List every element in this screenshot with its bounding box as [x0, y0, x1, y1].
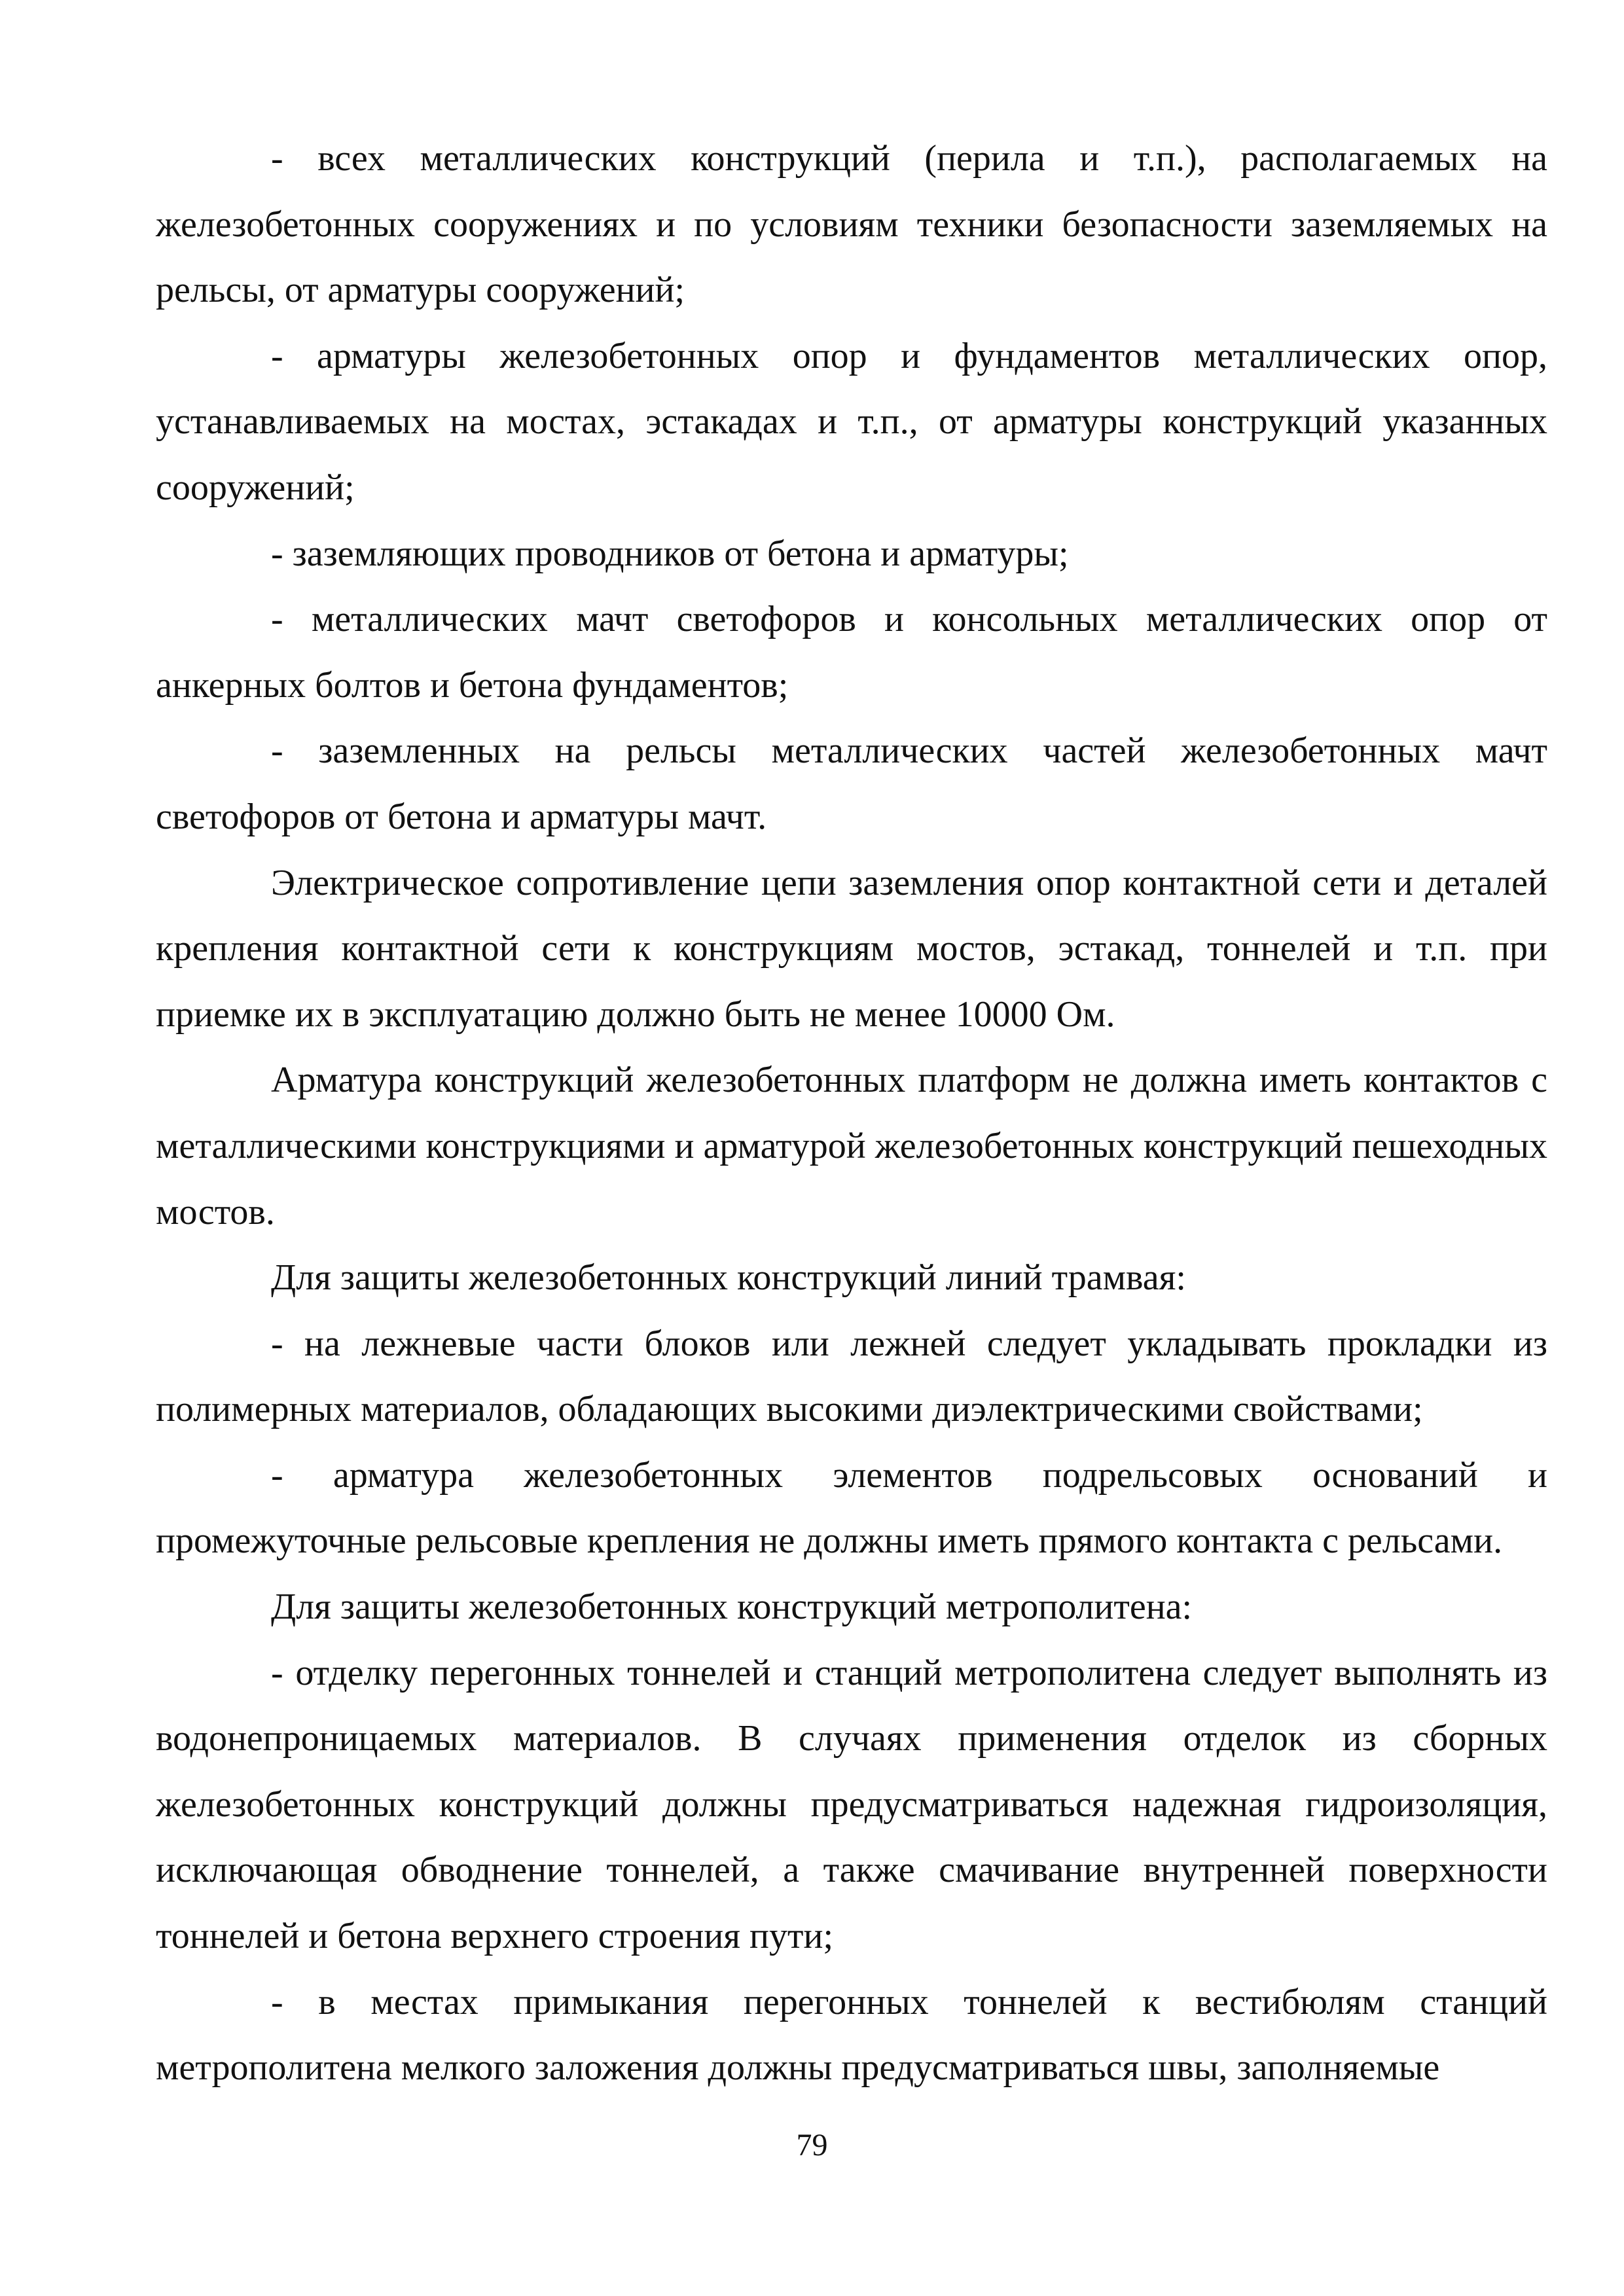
page-number: 79	[796, 2128, 828, 2162]
paragraph-2: - арматуры железобетонных опор и фундаментов металлических опор, устанавливаемых на мостах, эстакадах и т.п., от арматуры конструкций указанных сооружений;	[156, 335, 1547, 508]
paragraph-4: - металлических мачт светофоров и консольных металлических опор от анкерных болтов и бетона фундаментов;	[156, 599, 1547, 706]
paragraph-8: Для защиты железобетонных конструкций линий трамвая:	[271, 1257, 1186, 1299]
paragraph-11: Для защиты железобетонных конструкций метрополитена:	[271, 1587, 1193, 1628]
paragraph-5: - заземленных на рельсы металлических частей железобетонных мачт светофоров от бетона и арматуры мачт.	[156, 730, 1547, 837]
paragraph-7: Арматура конструкций железобетонных платформ не должна иметь контактов с металлическими конструкциями и арматурой железобетонных конструкций пешеходных мостов.	[156, 1060, 1547, 1232]
paragraph-3: - заземляющих проводников от бетона и арматуры;	[271, 533, 1069, 574]
paragraph-13: - в местах примыкания перегонных тоннелей к вестибюлям станций метрополитена мелкого заложения должны предусматриваться швы, заполняемые	[156, 1981, 1547, 2089]
paragraph-9: - на лежневые части блоков или лежней следует укладывать прокладки из полимерных материалов, обладающих высокими диэлектрическими свойствами;	[156, 1323, 1547, 1430]
paragraph-1: - всех металлических конструкций (перила и т.п.), располагаемых на железобетонных сооружениях и по условиям техники безопасности заземляемых на рельсы, от арматуры сооружений;	[156, 138, 1547, 311]
paragraph-6: Электрическое сопротивление цепи заземления опор контактной сети и деталей крепления контактной сети к конструкциям мостов, эстакад, тоннелей и т.п. при приемке их в эксплуатацию должно быть не менее 10000 Ом.	[156, 862, 1547, 1035]
paragraph-12: - отделку перегонных тоннелей и станций метрополитена следует выполнять из водонепроницаемых материалов. В случаях применения отделок из сборных железобетонных конструкций должны предусматриваться надежная гидроизоляция, исключающая обводнение тоннелей, а также смачивание внутренней поверхности тоннелей и бетона верхнего строения пути;	[156, 1652, 1547, 1957]
page-body	[156, 126, 1547, 2101]
paragraph-10: - арматура железобетонных элементов подрельсовых оснований и промежуточные рельсовые крепления не должны иметь прямого контакта с рельсами.	[156, 1454, 1547, 1562]
